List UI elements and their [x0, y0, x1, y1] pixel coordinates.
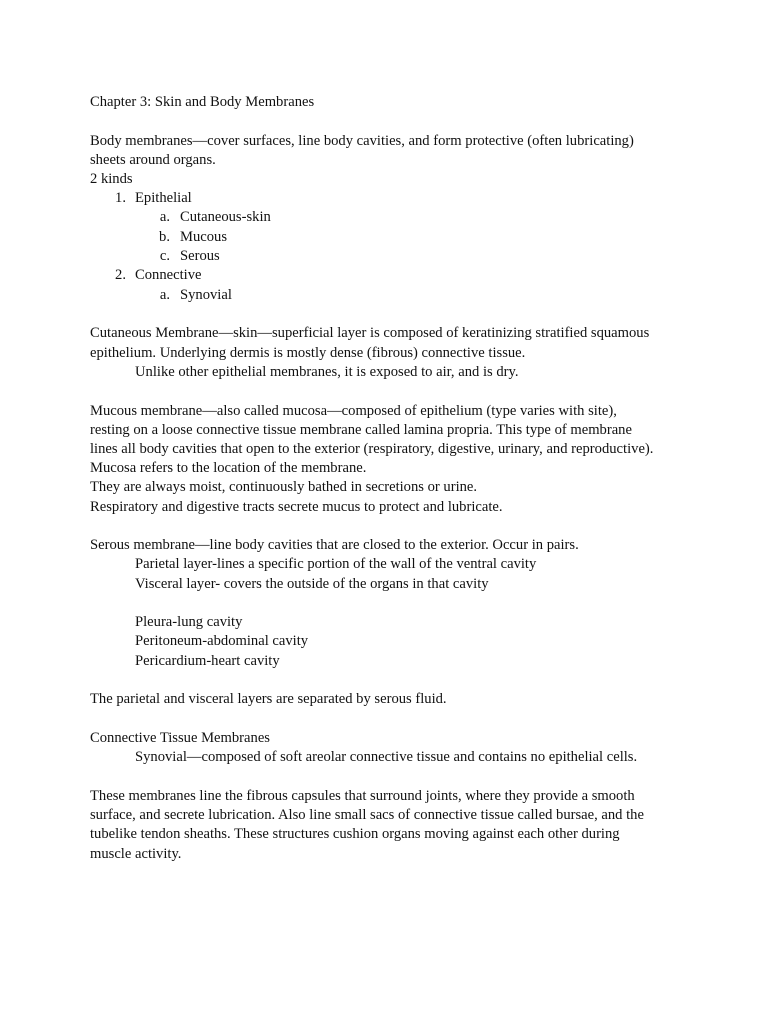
- serous-paragraph-line: Serous membrane—line body cavities that are closed to the exterior. Occur in pairs.: [90, 537, 579, 553]
- synovial-paragraph-line: muscle activity.: [90, 846, 182, 862]
- synovial-line: Synovial—composed of soft areolar connective tissue and contains no epithelial cells.: [135, 749, 638, 765]
- sublist-item: Mucous: [180, 229, 228, 245]
- sublist-item: Synovial: [180, 287, 232, 303]
- intro-line: Body membranes—cover surfaces, line body cavities, and form protective (often lubricating): [90, 133, 634, 149]
- mucous-paragraph-line: They are always moist, continuously bathed in secretions or urine.: [90, 479, 478, 495]
- sublist-item: Serous: [180, 248, 220, 264]
- cutaneous-paragraph-line: Cutaneous Membrane—skin—superficial layer is composed of keratinizing stratified squamous: [90, 325, 650, 341]
- mucous-paragraph-line: lines all body cavities that open to the exterior (respiratory, digestive, urinary, and reproductive).: [90, 441, 654, 457]
- sublist-marker: a.: [159, 287, 170, 303]
- sublist-marker: a.: [159, 209, 170, 225]
- serous-parietal-line: Parietal layer-lines a specific portion of the wall of the ventral cavity: [135, 556, 537, 572]
- list-item: Epithelial: [135, 190, 192, 206]
- serous-visceral-line: Visceral layer- covers the outside of the organs in that cavity: [135, 576, 489, 592]
- cutaneous-paragraph-line: epithelium. Underlying dermis is mostly dense (fibrous) connective tissue.: [90, 345, 526, 361]
- pleura-line: Pleura-lung cavity: [135, 614, 243, 630]
- kinds-line: 2 kinds: [90, 171, 133, 187]
- list-marker: 1.: [115, 190, 126, 206]
- connective-heading: Connective Tissue Membranes: [90, 730, 270, 746]
- cutaneous-paragraph-line: Unlike other epithelial membranes, it is exposed to air, and is dry.: [135, 364, 519, 380]
- mucous-paragraph-line: Mucosa refers to the location of the membrane.: [90, 460, 367, 476]
- serous-fluid-line: The parietal and visceral layers are separated by serous fluid.: [90, 691, 447, 707]
- synovial-paragraph-line: These membranes line the fibrous capsules that surround joints, where they provide a smooth: [90, 788, 635, 804]
- synovial-paragraph-line: tubelike tendon sheaths. These structures cushion organs moving against each other during: [90, 826, 620, 842]
- synovial-paragraph-line: surface, and secrete lubrication. Also line small sacs of connective tissue called bursae, and the: [90, 807, 644, 823]
- mucous-paragraph-line: resting on a loose connective tissue membrane called lamina propria. This type of membrane: [90, 422, 632, 438]
- mucous-paragraph-line: Mucous membrane—also called mucosa—composed of epithelium (type varies with site),: [90, 403, 617, 419]
- sublist-item: Cutaneous-skin: [180, 209, 271, 225]
- sublist-marker: b.: [159, 229, 170, 245]
- intro-line: sheets around organs.: [90, 152, 216, 168]
- mucous-paragraph-line: Respiratory and digestive tracts secrete mucus to protect and lubricate.: [90, 499, 503, 515]
- sublist-marker: c.: [159, 248, 170, 264]
- document-title: Chapter 3: Skin and Body Membranes: [90, 94, 315, 110]
- list-item: Connective: [135, 267, 202, 283]
- list-marker: 2.: [115, 267, 126, 283]
- pericardium-line: Pericardium-heart cavity: [135, 653, 280, 669]
- peritoneum-line: Peritoneum-abdominal cavity: [135, 633, 309, 649]
